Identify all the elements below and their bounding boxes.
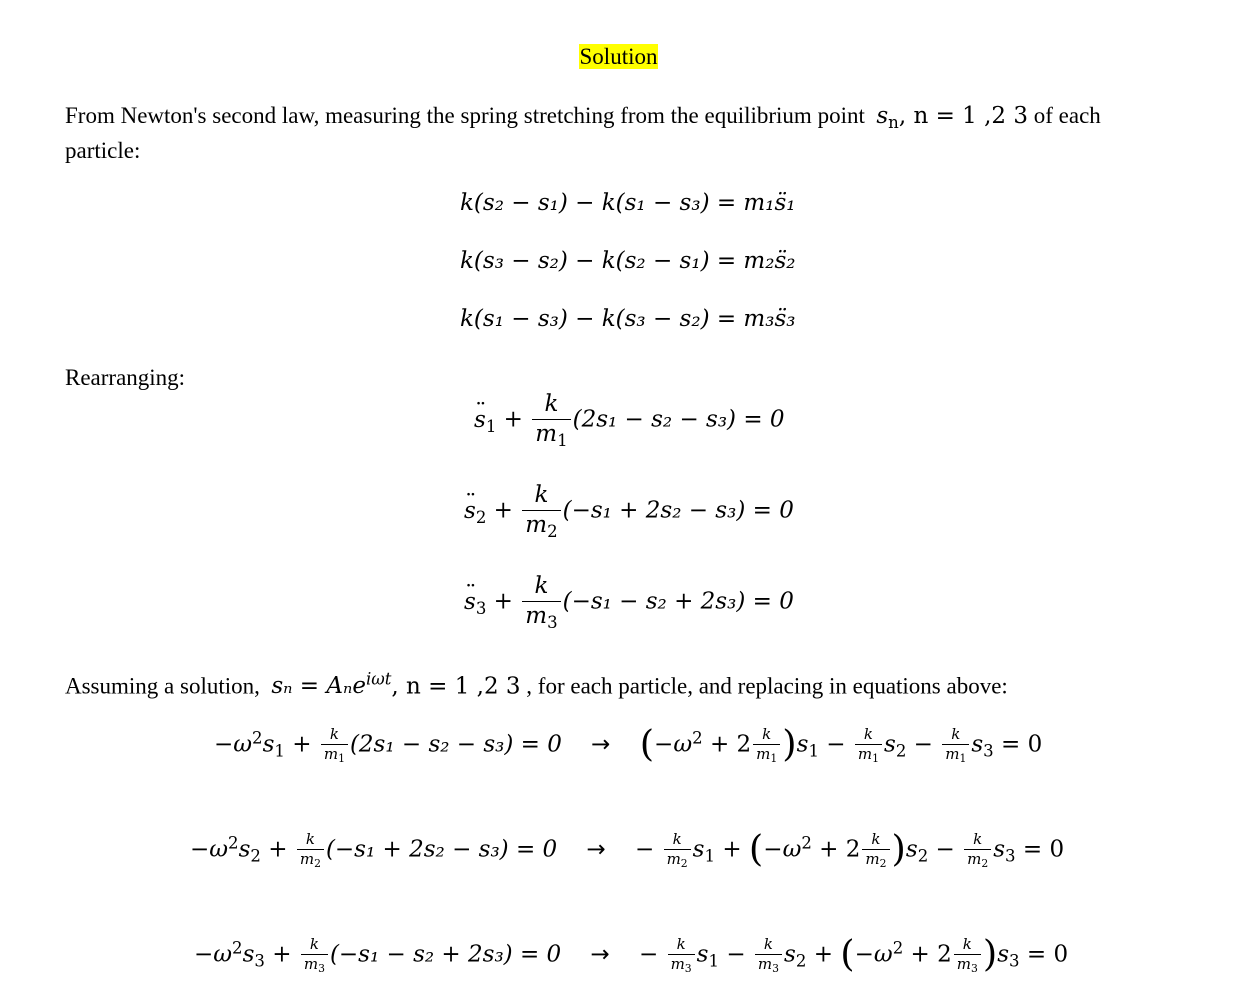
intro-text-before: From Newton's second law, measuring the spring stretching from the equilibrium point bbox=[65, 103, 865, 128]
assume-range: , n = 1 ,2 3 bbox=[391, 673, 521, 700]
final-equation-1: $-\omega^2s_1$ + $\frac{k}{m_1}$ (2s₁ − s₂ − s₃) = 0 → ($-\omega^2 + 2$ $\frac{k}{m_1}$ )$s_1$ − $\frac{k}{m_1}$ $s_2$ − $\frac{k}{m_1}$ $s_3 = 0$ bbox=[214, 722, 1043, 766]
arrow-icon: → bbox=[590, 941, 610, 968]
final-left-bracket-1: (2s₁ − s₂ − s₃) = 0 bbox=[349, 731, 562, 758]
final-left-bracket-3: (−s₁ − s₂ + 2s₃) = 0 bbox=[329, 941, 562, 968]
intro-paragraph bbox=[65, 102, 1175, 165]
rearranged-bracket-3: (−s₁ − s₂ + 2s₃) = 0 bbox=[562, 588, 794, 615]
assume-text-after: , for each particle, and replacing in equations above: bbox=[526, 673, 1008, 699]
rearranged-bracket-1: (2s₁ − s₂ − s₃) = 0 bbox=[572, 406, 785, 433]
s-ddot-2: ¨ $s_2$ bbox=[464, 498, 486, 527]
rearranged-equation-1: ¨ $s_1$ + $\frac{k}{m_1}$ (2s₁ − s₂ − s₃) = 0 bbox=[474, 390, 785, 451]
newton-equation-1: k(s₂ − s₁) − k(s₁ − s₃) = m₁s̈₁ bbox=[460, 190, 796, 216]
rearranging-label: Rearranging: bbox=[65, 365, 186, 390]
s-ddot-1: ¨ $s_1$ bbox=[474, 407, 496, 436]
k-over-m3-fraction: $\frac{k}{m_3}$ bbox=[522, 572, 560, 633]
assume-text-before: Assuming a solution, bbox=[65, 673, 260, 699]
rearranged-equation-3: ¨ $s_3$ + $\frac{k}{m_3}$ (−s₁ − s₂ + 2s₃) = 0 bbox=[464, 572, 794, 633]
intro-range: , n = 1 ,2 3 bbox=[898, 103, 1029, 129]
rearranged-equation-2: ¨ $s_2$ + $\frac{k}{m_2}$ (−s₁ + 2s₂ − s₃) = 0 bbox=[464, 481, 794, 542]
assume-formula: sₙ = Aₙe$^{i\omega t}$ bbox=[271, 670, 392, 700]
newton-equation-3: k(s₁ − s₃) − k(s₃ − s₂) = m₃s̈₃ bbox=[460, 306, 796, 332]
assume-exponent: iωt bbox=[365, 670, 392, 689]
title-highlight: Solution bbox=[579, 44, 658, 69]
final-equation-2: $-\omega^2s_2$ + $\frac{k}{m_2}$ (−s₁ + 2s₂ − s₃) = 0 → − $\frac{k}{m_2}$ $s_1 + (-\omega^2 + 2$ $\frac{k}{m_2}$ )$s_2$ − $\frac{k}{m_2}$ $s_3 = 0$ bbox=[190, 827, 1065, 871]
newton-equation-2: k(s₃ − s₂) − k(s₂ − s₁) = m₂s̈₂ bbox=[460, 248, 796, 274]
s-ddot-3: ¨ $s_3$ bbox=[464, 589, 486, 618]
arrow-icon: → bbox=[586, 836, 606, 863]
assume-paragraph bbox=[65, 666, 1175, 700]
page-title bbox=[0, 42, 1237, 72]
rearranged-bracket-2: (−s₁ + 2s₂ − s₃) = 0 bbox=[562, 497, 794, 524]
arrow-icon: → bbox=[591, 731, 611, 758]
k-over-m1-fraction: $\frac{k}{m_1}$ bbox=[532, 390, 570, 451]
final-equation-3: $-\omega^2s_3$ + $\frac{k}{m_3}$ (−s₁ − s₂ + 2s₃) = 0 → − $\frac{k}{m_3}$ $s_1$ − $\frac{k}{m_3}$ $s_2 + (-\omega^2 + 2$ $\frac{k}{m_3}$ )$s_3 = 0$ bbox=[194, 932, 1069, 976]
intro-text-after: of each particle: bbox=[65, 103, 1101, 163]
intro-sn: $s_n$ bbox=[876, 103, 899, 132]
k-over-m2-fraction: $\frac{k}{m_2}$ bbox=[522, 481, 560, 542]
final-left-bracket-2: (−s₁ + 2s₂ − s₃) = 0 bbox=[325, 836, 558, 863]
